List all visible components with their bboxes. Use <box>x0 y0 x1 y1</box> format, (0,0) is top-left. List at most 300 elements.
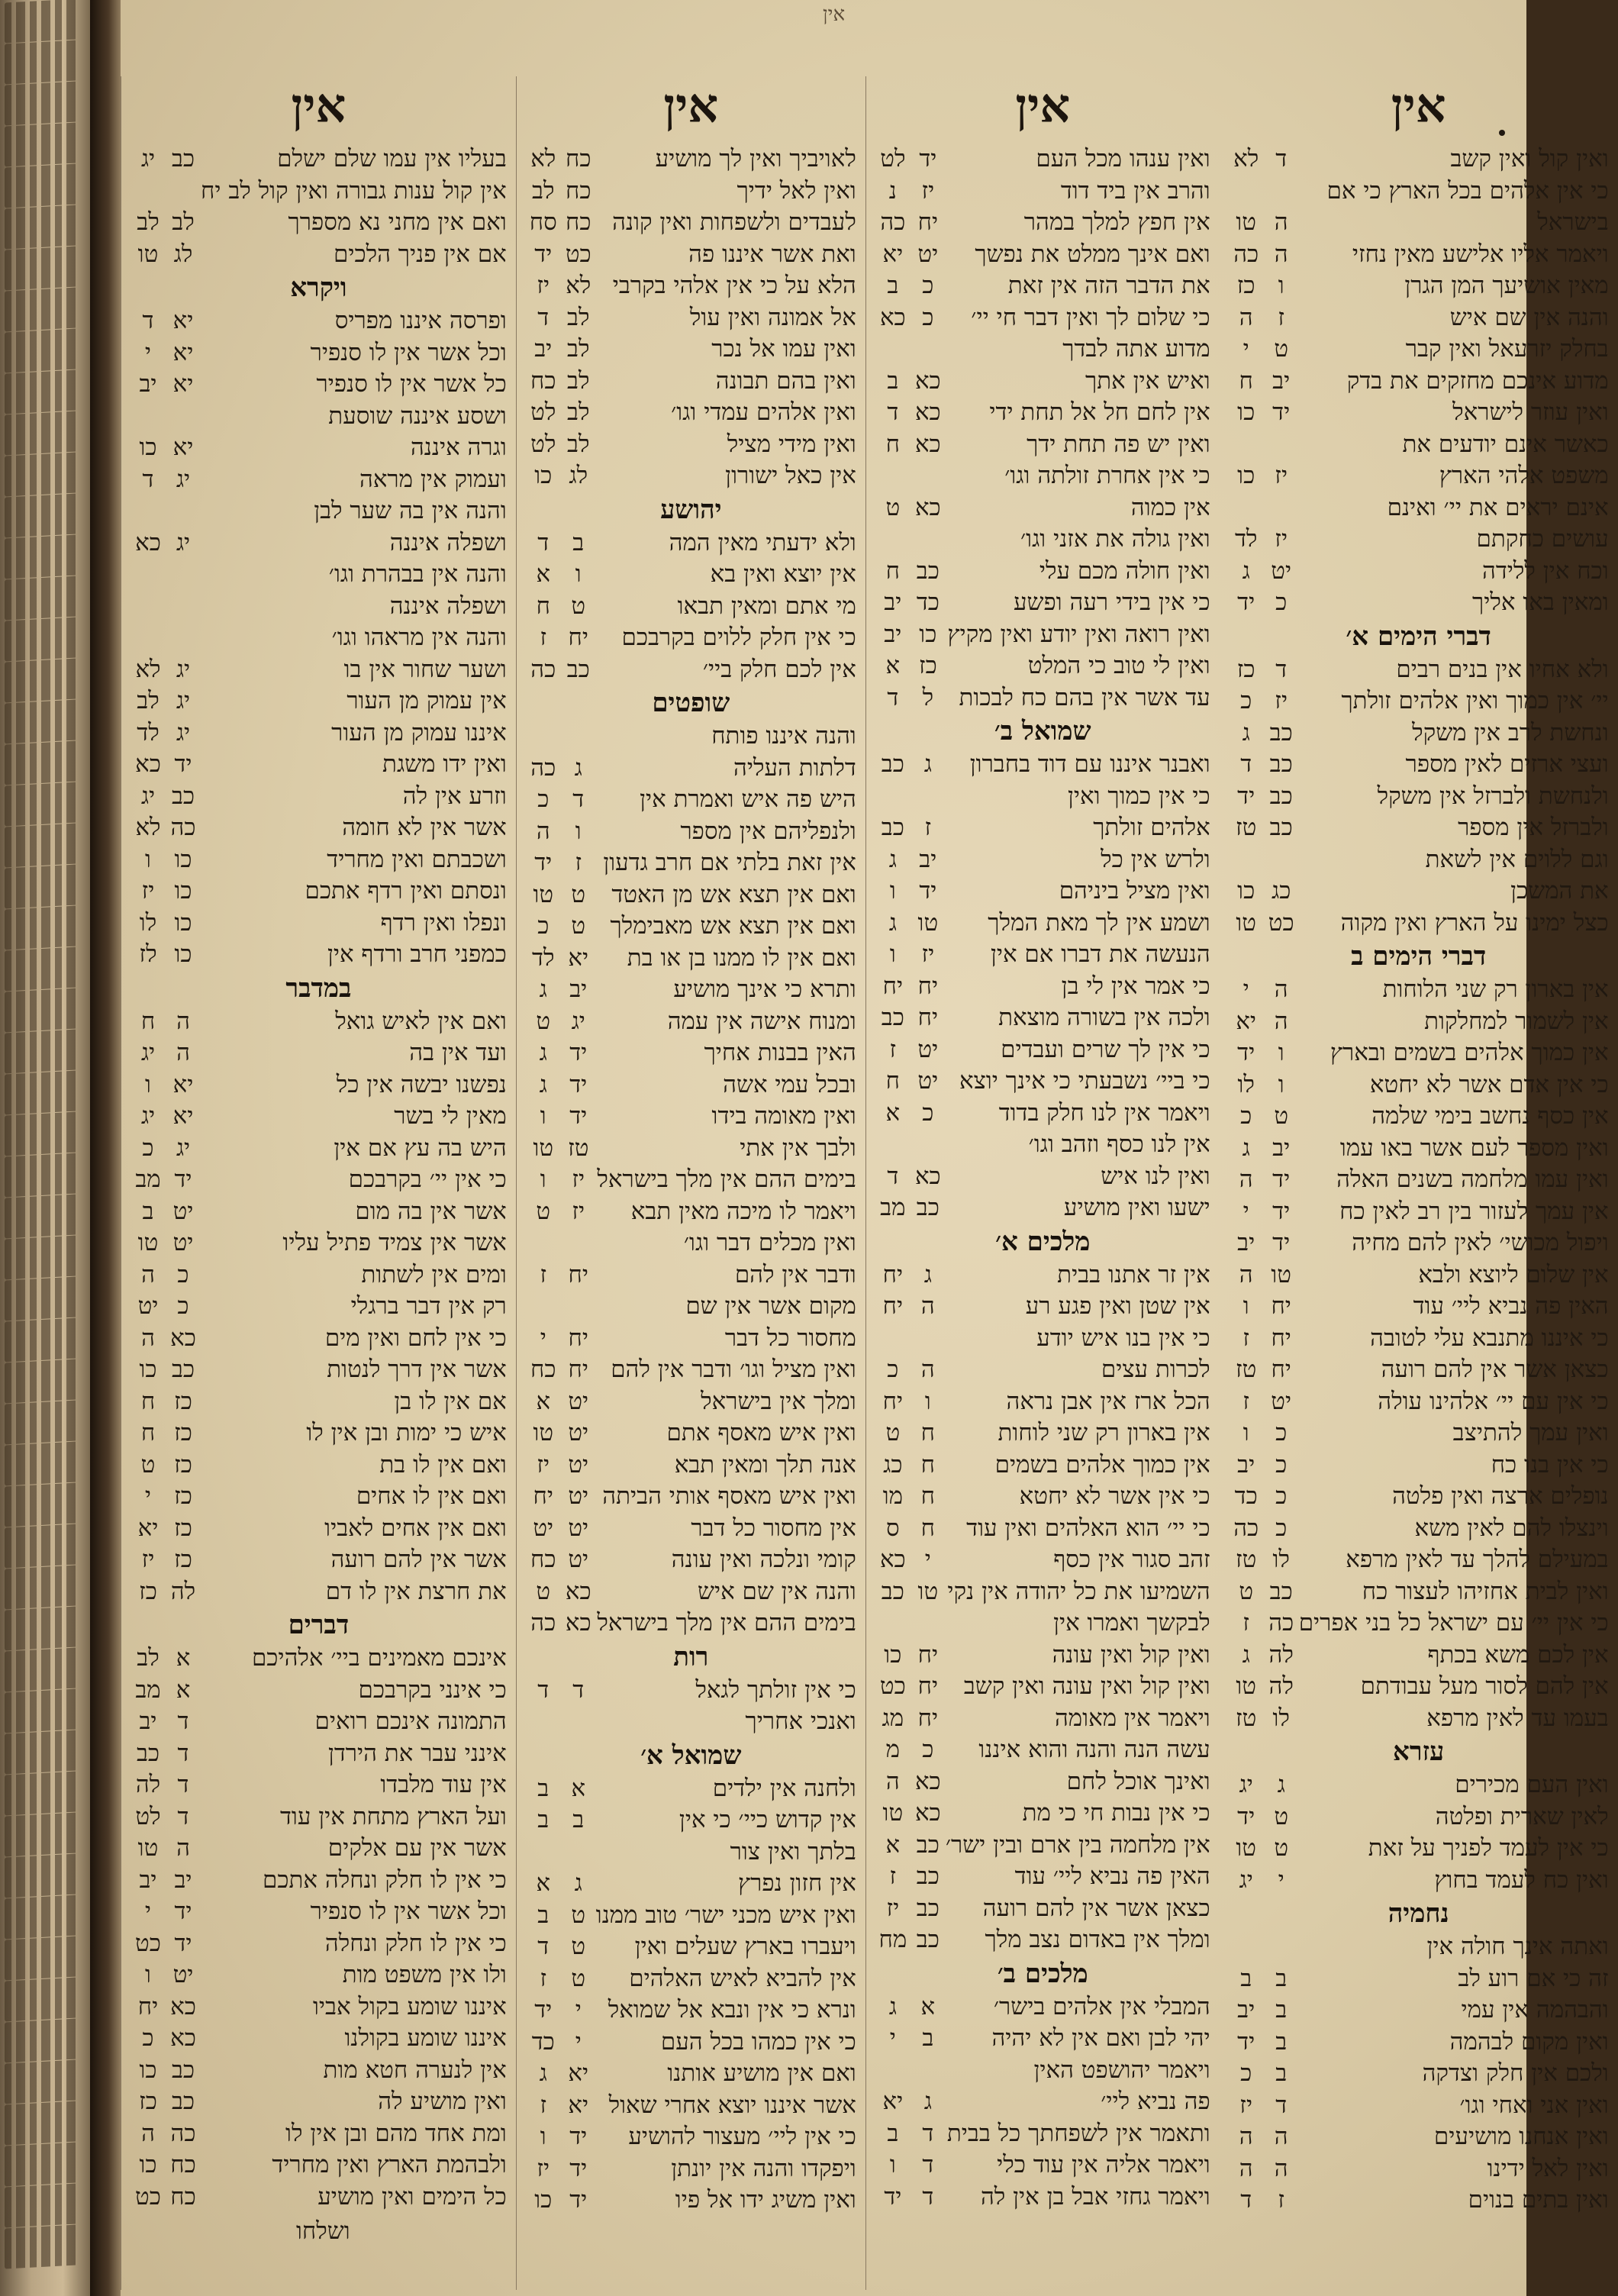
entry-text: כי אין כמהו בכל העם <box>660 2027 856 2056</box>
chapter-number: כ <box>922 303 934 331</box>
entry-text: כאשר אינם יודעים את <box>1402 430 1609 458</box>
concordance-entry <box>526 1900 856 1932</box>
verse-number: ו <box>889 877 896 905</box>
concordance-entry <box>131 559 507 591</box>
chapter-number: יט <box>172 1197 194 1225</box>
entry-text: ותאמר אין לשפחתך כל בבית <box>946 2119 1210 2147</box>
concordance-entry <box>131 1896 507 1928</box>
verse-number: לו <box>139 908 157 937</box>
chapter-number: כז <box>174 1482 192 1510</box>
entry-text: כי אינני בקרבכם <box>358 1675 507 1704</box>
concordance-entry <box>1229 524 1609 556</box>
chapter-number: כב <box>916 1194 940 1221</box>
verse-number: כב <box>881 1577 904 1605</box>
concordance-entry <box>875 1576 1210 1608</box>
entry-text: ואין אנחנו מושיעים <box>1433 2123 1609 2150</box>
verse-number: יז <box>141 877 155 905</box>
verse-number: ד <box>142 307 154 334</box>
entry-text: בימים ההם אין מלך בישראל <box>597 1609 856 1637</box>
verse-number: טו <box>1236 1834 1257 1862</box>
verse-number: ד <box>537 1675 550 1704</box>
entry-text: אשר אין לא חומה <box>342 814 507 841</box>
chapter-number: ח <box>920 1419 936 1446</box>
book-section-heading: נחמיה <box>1388 1898 1449 1929</box>
verse-number: ז <box>540 2091 547 2119</box>
facing-page-text-fragment <box>5 205 77 250</box>
chapter-number: כה <box>170 814 196 841</box>
concordance-entry <box>526 753 856 785</box>
entry-text: אין יוצא ואין בא <box>710 560 856 588</box>
verse-number: לד <box>532 943 555 972</box>
concordance-entry <box>131 1544 507 1576</box>
concordance-entry <box>526 460 856 492</box>
entry-text: כי אין לחם ואין מים <box>324 1324 507 1352</box>
entry-text: והנה אין בה שער לבן <box>314 497 507 524</box>
verse-number: ח <box>536 592 550 620</box>
concordance-entry <box>131 305 507 337</box>
concordance-entry <box>1229 366 1609 398</box>
facing-page-text-fragment <box>5 1854 77 1898</box>
verse-number: יז <box>537 272 550 299</box>
chapter-number: יח <box>917 1704 939 1732</box>
verse-number: כו <box>1237 462 1255 489</box>
verse-number: ב <box>887 272 899 299</box>
chapter-number: כו <box>174 940 192 968</box>
verse-number: כ <box>537 785 550 813</box>
chapter-number: יב <box>569 975 588 1003</box>
chapter-number: ב <box>1275 2027 1288 2056</box>
concordance-entry <box>1229 1671 1609 1703</box>
verse-number: א <box>536 1387 551 1415</box>
book-section-heading: במדבר <box>285 972 352 1004</box>
entry-text: וכל אשר אין לו סנפיר <box>310 338 507 366</box>
chapter-number: כו <box>174 845 192 873</box>
concordance-entry <box>875 1129 1210 1161</box>
verse-number: כו <box>139 1356 157 1383</box>
concordance-entry <box>875 1386 1210 1418</box>
verse-number: טו <box>882 1799 904 1827</box>
entry-text: ומלך אין בישראל <box>701 1387 856 1415</box>
entry-text: קומי ונלכה ואין עונה <box>671 1546 856 1573</box>
chapter-number: ט <box>1274 1802 1289 1830</box>
entry-text: ואין קול ואין עונה ואין קשב <box>963 1672 1210 1700</box>
chapter-number: יט <box>568 1387 589 1415</box>
concordance-entry <box>875 1893 1210 1925</box>
facing-page-edge <box>0 0 90 2296</box>
chapter-number: יח <box>1271 1356 1291 1383</box>
verse-number: כז <box>1236 272 1255 299</box>
facing-page-text-fragment <box>5 988 77 1033</box>
verse-number: י <box>1243 335 1249 363</box>
verse-number: ד <box>537 1933 550 1960</box>
concordance-entry <box>526 1101 856 1133</box>
verse-number: ה <box>141 1324 155 1352</box>
chapter-number: יא <box>568 943 589 972</box>
entry-text: ואין קול ואין עונה <box>1052 1640 1210 1669</box>
book-section-heading: דברי הימים א׳ <box>1346 621 1491 652</box>
concordance-entry <box>131 1133 507 1165</box>
entry-text: ולברזל אין מספר <box>1458 814 1609 841</box>
verse-number: יב <box>1237 1450 1255 1479</box>
book-section-heading: רות <box>673 1641 709 1672</box>
facing-page-text-fragment <box>5 1730 77 1775</box>
concordance-entry <box>526 1544 856 1576</box>
concordance-entry <box>526 879 856 911</box>
chapter-number: יד <box>174 1929 192 1957</box>
verse-number: כב <box>136 1739 160 1767</box>
verse-number: ט <box>536 1007 551 1035</box>
facing-page-text-fragment <box>5 1772 77 1816</box>
concordance-entry <box>875 556 1210 588</box>
chapter-number: יד <box>1272 1197 1291 1225</box>
chapter-number: י <box>1278 1866 1284 1894</box>
concordance-entry <box>1229 1196 1609 1228</box>
chapter-number: כב <box>171 2056 195 2084</box>
concordance-entry <box>131 1164 507 1196</box>
chapter-number: כא <box>914 1799 941 1827</box>
concordance-entry <box>526 1836 856 1869</box>
chapter-number: יד <box>174 750 192 778</box>
concordance-entry <box>1229 1006 1609 1038</box>
concordance-entry <box>875 2118 1210 2150</box>
concordance-entry <box>875 270 1210 302</box>
chapter-number: טו <box>1271 1260 1292 1288</box>
verse-number: י <box>144 1482 152 1510</box>
verse-number: יז <box>886 1894 900 1922</box>
chapter-number: יא <box>172 370 194 398</box>
entry-text: כמפני חרב ורדף אין <box>327 940 507 968</box>
concordance-entry <box>131 591 507 623</box>
facing-page-text-fragment <box>5 2143 77 2187</box>
chapter-number: ה <box>176 1039 190 1066</box>
entry-text: ואם אינך ממלט את נפשך <box>975 240 1210 268</box>
entry-text: ואין לאל ידינו <box>1487 2154 1609 2182</box>
chapter-number: יב <box>1272 366 1291 395</box>
concordance-entry <box>875 1450 1210 1482</box>
chapter-number: טו <box>917 1577 939 1605</box>
book-section-heading: שופטים <box>652 688 730 718</box>
book-section-heading: עזרא <box>1393 1737 1445 1767</box>
verse-number: יד <box>1237 782 1255 810</box>
entry-text: כי אין נבות חי כי מת <box>1022 1799 1210 1827</box>
entry-text: ואין מציל ביניהם <box>1059 877 1210 905</box>
entry-text: לבקשך ואמרו אין <box>1053 1609 1210 1637</box>
facing-page-text-fragment <box>5 1195 77 1239</box>
verse-number: לט <box>135 1802 161 1830</box>
chapter-number: טז <box>568 1133 589 1162</box>
verse-number: כז <box>139 1577 157 1605</box>
verse-number: מב <box>135 1166 161 1193</box>
verse-number: לה <box>135 1771 161 1798</box>
chapter-number: יא <box>172 1102 194 1130</box>
concordance-entry <box>526 943 856 975</box>
verse-number: יז <box>1239 2091 1253 2119</box>
concordance-entry <box>131 749 507 781</box>
chapter-number: יד <box>1272 1229 1291 1256</box>
concordance-entry <box>875 2149 1210 2182</box>
entry-text: כי אין לך שרים ועבדים <box>1001 1035 1210 1063</box>
entry-text: ויאמר אליה אין עוד כלי <box>997 2151 1210 2178</box>
verse-number: יח <box>882 1260 904 1288</box>
chapter-number: כה <box>170 2119 196 2147</box>
chapter-number: ג <box>923 1260 932 1288</box>
entry-text: כי אין אדם אשר לא יחטא <box>1369 1070 1609 1098</box>
entry-text: ואין מספר לעם אשר באו עמו <box>1339 1133 1609 1162</box>
verse-number: לב <box>137 1644 160 1672</box>
concordance-entry <box>1229 1386 1609 1418</box>
verse-number: ט <box>140 1450 156 1479</box>
entry-text: כי אין ליי׳ מעצור להושיע <box>628 2123 856 2150</box>
entry-text: והרב אין ביד דוד <box>1060 176 1210 205</box>
concordance-entry <box>526 2090 856 2122</box>
verse-number: כ <box>1240 687 1252 714</box>
concordance-entry <box>131 176 507 208</box>
chapter-number: לה <box>1268 1672 1294 1700</box>
chapter-number: ה <box>1274 2154 1288 2182</box>
concordance-entry <box>875 2086 1210 2118</box>
verse-number: סח <box>529 208 557 236</box>
entry-text: כי אין זולתך לגאל <box>695 1675 856 1704</box>
entry-text: אין עוד מלבדו <box>380 1771 507 1798</box>
entry-text: כי אין אשר לא יחטא <box>1019 1482 1210 1510</box>
entry-text: וגם ללוים אין לשאת <box>1425 845 1609 873</box>
facing-page-text-fragment <box>5 947 77 992</box>
concordance-entry <box>875 1323 1210 1355</box>
concordance-entry <box>875 1002 1210 1034</box>
chapter-number: כ <box>922 1736 934 1763</box>
concordance-entry <box>875 1830 1210 1862</box>
facing-page-text-fragment <box>5 2101 77 2146</box>
verse-number: נ <box>888 176 897 205</box>
chapter-number: ד <box>177 1707 189 1735</box>
concordance-entry <box>526 1675 856 1707</box>
chapter-number: כב <box>916 1830 940 1859</box>
concordance-entry <box>1229 1576 1609 1608</box>
chapter-number: יג <box>571 1007 585 1035</box>
chapter-number: ד <box>922 2182 934 2211</box>
chapter-number: ו <box>575 560 582 588</box>
verse-number: מח <box>878 1926 907 1953</box>
entry-text: אין קול ענות גבורה ואין קול לב יח <box>201 176 507 205</box>
entry-text: נופלים ארצה ואין פלטה <box>1392 1482 1609 1510</box>
chapter-number: ח <box>920 1450 936 1479</box>
concordance-entry <box>875 1259 1210 1292</box>
verse-number: יח <box>882 1292 904 1320</box>
verse-number: כז <box>139 2088 157 2115</box>
verse-number: כז <box>1236 655 1255 683</box>
facing-page-text-fragment <box>5 1277 77 1321</box>
concordance-entry <box>1229 1450 1609 1482</box>
concordance-entry <box>1229 1608 1609 1640</box>
chapter-number: י <box>575 2027 582 2056</box>
chapter-number: ט <box>1274 1102 1289 1130</box>
facing-page-text-fragment <box>5 535 77 579</box>
columns-container <box>121 76 1609 2290</box>
entry-text: אין לנערה חטא מות <box>323 2056 507 2084</box>
chapter-number: יד <box>1272 1166 1291 1193</box>
verse-number: ג <box>1242 556 1250 585</box>
entry-text: אשר אין צמיד פתיל עליו <box>282 1229 507 1256</box>
chapter-number: לב <box>567 366 590 395</box>
verse-number: ה <box>1239 2123 1253 2150</box>
column-heading: אין <box>663 78 719 134</box>
facing-page-text-fragment <box>5 659 77 703</box>
verse-number: לב <box>137 687 160 714</box>
concordance-entry <box>131 2149 507 2182</box>
entry-text: פה נביא ליי׳ <box>1101 2088 1210 2115</box>
concordance-entry <box>875 2055 1210 2087</box>
facing-page-text-fragment <box>5 1401 77 1445</box>
entry-text: היש פה איש ואמרת אין <box>640 785 856 813</box>
concordance-entry <box>526 1037 856 1069</box>
verse-number: ב <box>537 1774 550 1802</box>
facing-page-text-fragment <box>5 0 77 43</box>
entry-text: וכל אשר אין לו סנפיר <box>310 1898 507 1925</box>
entry-text: מדוע אתה לבדך <box>1062 335 1210 363</box>
verse-number: יב <box>1237 1996 1255 2024</box>
chapter-number: ד <box>922 2151 934 2178</box>
entry-text: ואין עמו מלחמה בשנים האלה <box>1336 1166 1609 1193</box>
entry-text: כי אין אלהים בכל הארץ כי אם <box>1326 176 1609 205</box>
verse-number: ב <box>537 1901 550 1929</box>
entry-text: מאין אושיעך המן הגרן <box>1404 272 1609 299</box>
entry-text: כי אין חלק ללוים בקרבכם <box>621 624 856 651</box>
facing-page-text-fragment <box>5 1483 77 1527</box>
chapter-number: כח <box>566 145 591 173</box>
verse-number: ב <box>142 1197 154 1225</box>
concordance-entry <box>131 1959 507 1991</box>
concordance-entry <box>1229 460 1609 492</box>
verse-number: כח <box>530 1356 556 1383</box>
chapter-number: ב <box>1275 2059 1288 2087</box>
verse-number: לב <box>137 208 160 236</box>
concordance-entry <box>131 1833 507 1865</box>
verse-number: כ <box>142 2024 154 2052</box>
facing-page-text-fragment <box>5 82 77 126</box>
entry-text: כי אין לו חלק ונחלה אתכם <box>263 1866 507 1894</box>
entry-text: ולבך אין אתי <box>740 1133 856 1162</box>
verse-number: כו <box>139 2056 157 2084</box>
entry-text: כי אמר אין לי בן <box>1061 972 1210 1000</box>
concordance-entry <box>131 654 507 686</box>
verse-number: א <box>536 1869 551 1897</box>
concordance-entry <box>526 1706 856 1738</box>
concordance-entry <box>1229 2027 1609 2059</box>
concordance-column <box>1220 76 1618 2290</box>
chapter-number: יט <box>1271 556 1292 585</box>
entry-text: ויאמר אליו אלישע מאין נחזי <box>1352 240 1609 268</box>
chapter-number: ג <box>1277 1771 1285 1798</box>
verse-number: י <box>889 2024 896 2052</box>
chapter-number: יט <box>568 1482 589 1510</box>
concordance-entry <box>875 144 1210 176</box>
concordance-entry <box>1229 239 1609 271</box>
chapter-number: לב <box>567 430 590 458</box>
entry-text: ואין בתים בנוים <box>1468 2186 1609 2214</box>
facing-page-text-fragment <box>5 824 77 868</box>
entry-text: ונפלו ואין רדף <box>380 908 507 937</box>
facing-page-text-fragment <box>5 1153 77 1198</box>
verse-number: לד <box>1234 525 1258 553</box>
verse-number: ה <box>885 1767 900 1795</box>
concordance-entry <box>131 527 507 559</box>
concordance-entry <box>875 749 1210 781</box>
verse-number: יט <box>137 1292 159 1320</box>
verse-number: לא <box>530 145 556 173</box>
verse-number: ו <box>145 1070 151 1098</box>
concordance-entry <box>131 239 507 271</box>
verse-number: ד <box>1240 750 1252 778</box>
entry-text: היש בה עץ אם אין <box>334 1133 507 1162</box>
entry-text: אין כמוך אלהים בשמים ובארץ <box>1330 1039 1609 1066</box>
concordance-entry <box>1229 2153 1609 2185</box>
entry-text: ועל הארץ מתחת אין עוד <box>280 1802 507 1830</box>
entry-text: ואין איש מאסף אתם <box>666 1419 856 1446</box>
entry-text: כי אין אחרת זולתה וגו׳ <box>1004 462 1210 489</box>
chapter-number: כב <box>916 1894 940 1922</box>
verse-number: ג <box>888 908 897 937</box>
chapter-number: כז <box>174 1387 192 1415</box>
chapter-number: כא <box>914 366 941 395</box>
entry-text: ואין אני ואחי וגו׳ <box>1459 2091 1609 2119</box>
concordance-entry <box>1229 1037 1609 1069</box>
entry-text: ואם אין לו בת <box>379 1450 507 1479</box>
concordance-entry <box>526 207 856 239</box>
chapter-number: כב <box>171 145 195 173</box>
entry-text: כצאן אשר אין להם רועה <box>982 1894 1210 1922</box>
chapter-number: כח <box>566 208 591 236</box>
verse-number: כ <box>1240 1102 1252 1130</box>
verse-number: ז <box>540 624 547 651</box>
entry-text: ויאמר לו מיכה מאין תבא <box>630 1197 856 1225</box>
concordance-entry <box>1229 1101 1609 1133</box>
concordance-entry <box>1229 556 1609 588</box>
chapter-number: יט <box>172 1229 194 1256</box>
entry-text: כי שלום לך ואין דבר חי יי׳ <box>971 303 1210 331</box>
chapter-number: כו <box>919 620 937 648</box>
concordance-entry <box>131 1291 507 1323</box>
chapter-number: יח <box>568 1324 588 1352</box>
entry-text: בימים ההם אין מלך בישראל <box>597 1166 856 1193</box>
concordance-entry <box>1229 1259 1609 1292</box>
chapter-number: ג <box>923 2088 932 2115</box>
concordance-entry <box>1229 270 1609 302</box>
chapter-number: יא <box>172 1070 194 1098</box>
verse-number: ג <box>1242 1640 1250 1669</box>
concordance-entry <box>131 908 507 940</box>
chapter-number: יא <box>172 307 194 334</box>
entry-text: בלתך ואין צור <box>730 1837 856 1866</box>
concordance-entry <box>131 1576 507 1608</box>
concordance-entry <box>875 939 1210 971</box>
concordance-entry <box>131 2182 507 2214</box>
book-section-heading: שמואל א׳ <box>640 1740 742 1771</box>
concordance-entry <box>1229 1323 1609 1355</box>
entry-text: ופרסה איננו מפריס <box>334 307 507 334</box>
chapter-number: כא <box>914 430 941 458</box>
entry-text: ואין עוזר לישראל <box>1452 398 1609 426</box>
entry-text: לכרות עצים <box>1101 1356 1210 1383</box>
verse-number: ג <box>539 975 547 1003</box>
verse-number: טו <box>137 1834 159 1862</box>
entry-text: ולא אחיו אין בנים רבים <box>1396 655 1609 683</box>
chapter-number: יד <box>1272 398 1291 426</box>
entry-text: ואם אין לו ממנו בן או בת <box>627 943 856 972</box>
entry-text: ומלך אין באדום נצב מלך <box>985 1926 1210 1953</box>
chapter-number: כב <box>171 782 195 810</box>
verse-number: ה <box>1239 2154 1253 2182</box>
chapter-number: ד <box>1275 655 1288 683</box>
